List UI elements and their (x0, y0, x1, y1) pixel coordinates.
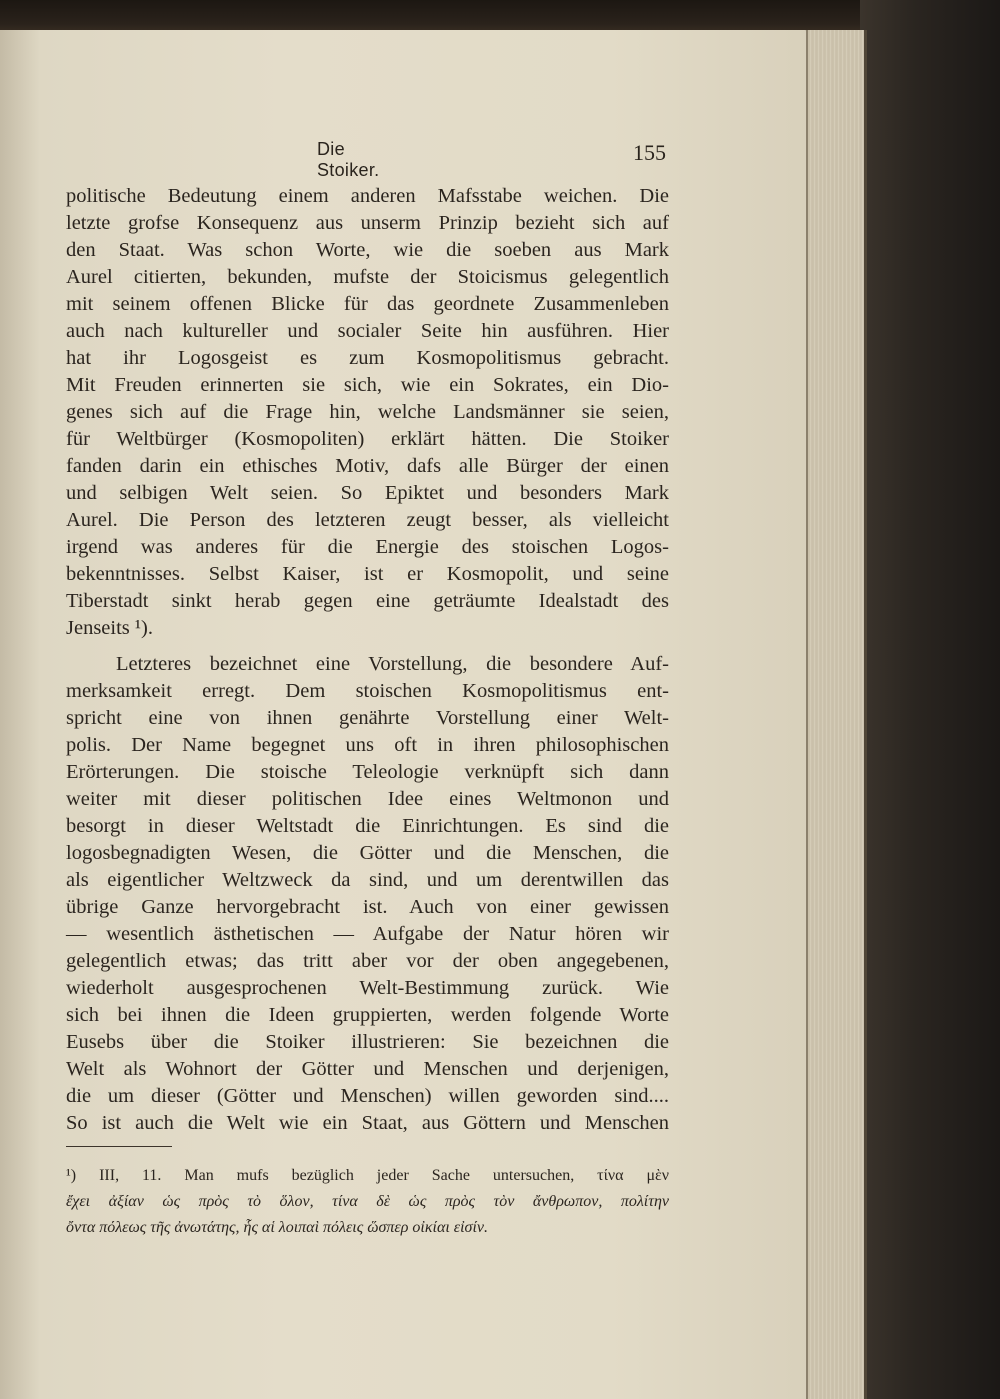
text-line: sich bei ihnen die Ideen gruppierten, werden folgende Worte (66, 1004, 669, 1026)
text-line: logosbegnadigten Wesen, die Götter und die Menschen, die (66, 842, 669, 864)
page-number: 155 (633, 140, 666, 165)
text-line: den Staat. Was schon Worte, wie die soeben aus Mark (66, 239, 669, 261)
footnote-line: ¹) III, 11. Man mufs bezüglich jeder Sache untersuchen, τίνα μὲν (66, 1167, 669, 1184)
text-line: als eigentlicher Weltzweck da sind, und um derentwillen das (66, 869, 669, 891)
text-line: Welt als Wohnort der Götter und Menschen und derjenigen, (66, 1058, 669, 1080)
footnote-rule (66, 1146, 172, 1147)
text-line: fanden darin ein ethisches Motiv, dafs alle Bürger der einen (66, 455, 669, 477)
text-line: weiter mit dieser politischen Idee eines Weltmonon und (66, 788, 669, 810)
text-line: bekenntnisses. Selbst Kaiser, ist er Kosmopolit, und seine (66, 563, 669, 585)
text-line: letzte grofse Konsequenz aus unserm Prinzip bezieht sich auf (66, 212, 669, 234)
text-line: Aurel citierten, bekunden, mufste der Stoicismus gelegentlich (66, 266, 669, 288)
text-line: mit seinem offenen Blicke für das geordnete Zusammenleben (66, 293, 669, 315)
body-text (66, 183, 669, 1137)
text-line: besorgt in dieser Weltstadt die Einrichtungen. Es sind die (66, 815, 669, 837)
text-line: auch nach kultureller und socialer Seite hin ausführen. Hier (66, 320, 669, 342)
text-line: die um dieser (Götter und Menschen) willen geworden sind.... (66, 1085, 669, 1107)
text-line: merksamkeit erregt. Dem stoischen Kosmopolitismus ent- (66, 680, 669, 702)
text-line: gelegentlich etwas; das tritt aber vor der oben angegebenen, (66, 950, 669, 972)
text-line: Mit Freuden erinnerten sie sich, wie ein Sokrates, ein Dio- (66, 374, 669, 396)
footnote-line: ἔχει ἀξίαν ὡς πρὸς τὸ ὅλον, τίνα δὲ ὡς πρὸς τὸν ἄνθρωπον, πολίτην (66, 1193, 669, 1210)
text-line: So ist auch die Welt wie ein Staat, aus Göttern und Menschen (66, 1112, 669, 1134)
text-line: Tiberstadt sinkt herab gegen eine geträumte Idealstadt des (66, 590, 669, 612)
text-line: politische Bedeutung einem anderen Mafsstabe weichen. Die (66, 185, 669, 207)
text-line: irgend was anderes für die Energie des stoischen Logos- (66, 536, 669, 558)
text-line: spricht eine von ihnen genährte Vorstellung einer Welt- (66, 707, 669, 729)
text-line: Erörterungen. Die stoische Teleologie verknüpft sich dann (66, 761, 669, 783)
text-line: polis. Der Name begegnet uns oft in ihren philosophischen (66, 734, 669, 756)
paragraph (66, 183, 669, 642)
background-top (0, 0, 1000, 34)
text-line: Jenseits ¹). (66, 617, 153, 639)
text-line: Eusebs über die Stoiker illustrieren: Sie bezeichnen die (66, 1031, 669, 1053)
paragraph (66, 651, 669, 1137)
text-line: genes sich auf die Frage hin, welche Landsmänner sie seien, (66, 401, 669, 423)
page-edges (806, 30, 867, 1399)
text-line: wiederholt ausgesprochenen Welt-Bestimmung zurück. Wie (66, 977, 669, 999)
book-cover (860, 0, 1000, 1399)
footnote-line: ὄντα πόλεως τῆς ἀνωτάτης, ἧς αἱ λοιπαὶ πόλεις ὥσπερ οἰκίαι εἰσίν. (66, 1219, 488, 1236)
text-line: Aurel. Die Person des letzteren zeugt besser, als vielleicht (66, 509, 669, 531)
footnote (66, 1163, 669, 1241)
text-line: — wesentlich ästhetischen — Aufgabe der Natur hören wir (66, 923, 669, 945)
text-line: Letzteres bezeichnet eine Vorstellung, die besondere Auf- (116, 653, 669, 675)
text-line: für Weltbürger (Kosmopoliten) erklärt hätten. Die Stoiker (66, 428, 669, 450)
spine-shadow (0, 30, 40, 1399)
text-line: übrige Ganze hervorgebracht ist. Auch von einer gewissen (66, 896, 669, 918)
text-line: und selbigen Welt seien. So Epiktet und besonders Mark (66, 482, 669, 504)
running-head: Die Stoiker. (317, 139, 380, 180)
text-line: hat ihr Logosgeist es zum Kosmopolitismus gebracht. (66, 347, 669, 369)
